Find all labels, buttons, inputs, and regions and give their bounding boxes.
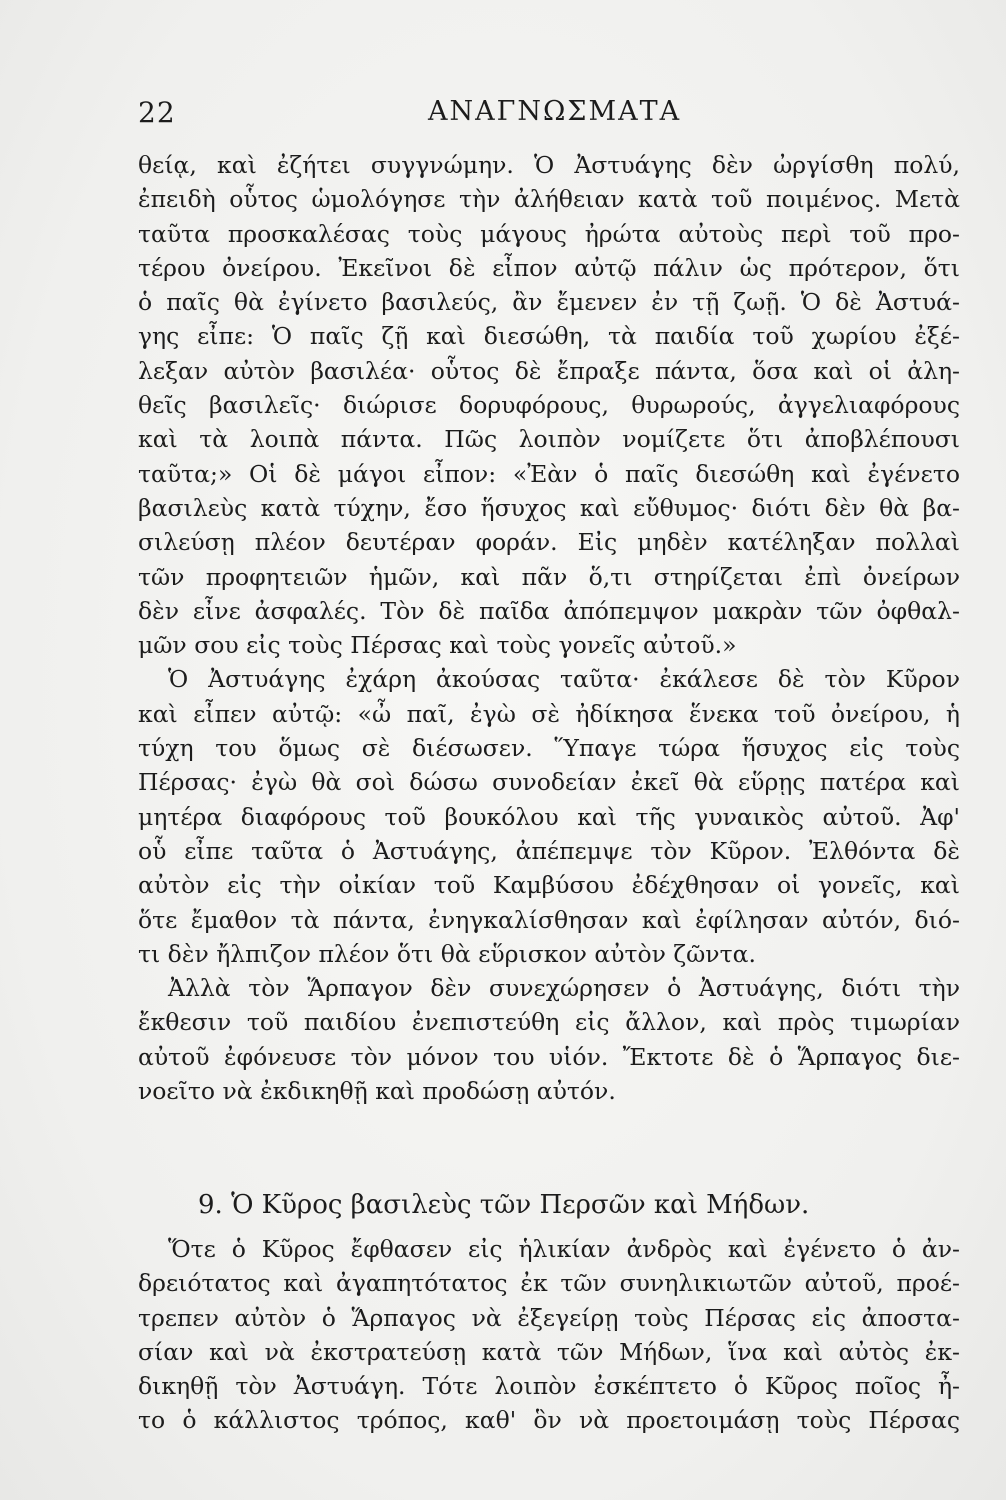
paragraph-1: [138, 148, 960, 662]
text-line: αὐτὸν εἰς τὴν οἰκίαν τοῦ Καμβύσου ἐδέχθησαν οἱ γονεῖς, καὶ: [138, 871, 960, 900]
text-line: ταῦτα;» Οἱ δὲ μάγοι εἶπον: «Ἐὰν ὁ παῖς διεσώθη καὶ ἐγένετο: [138, 459, 960, 488]
text-line: νοεῖτο νὰ ἐκδικηθῇ καὶ προδώσῃ αὐτόν.: [138, 1077, 616, 1106]
running-title: ΑΝΑΓΝΩΣΜΑΤΑ: [428, 96, 682, 127]
text-line: δὲν εἶνε ἀσφαλές. Τὸν δὲ παῖδα ἀπόπεμψον μακρὰν τῶν ὀφθαλ-: [138, 596, 960, 625]
text-line: ἔκθεσιν τοῦ παιδίου ἐνεπιστεύθη εἰς ἄλλον, καὶ πρὸς τιμωρίαν: [138, 1008, 960, 1037]
text-line: τῶν προφητειῶν ἡμῶν, καὶ πᾶν ὅ,τι στηρίζεται ἐπὶ ὀνείρων: [138, 562, 960, 591]
text-line: Ὁ Ἀστυάγης ἐχάρη ἀκούσας ταῦτα· ἐκάλεσε δὲ τὸν Κῦρον: [168, 665, 960, 694]
text-line: οὗ εἶπε ταῦτα ὁ Ἀστυάγης, ἀπέπεμψε τὸν Κῦρον. Ἐλθόντα δὲ: [138, 836, 960, 865]
text-line: θεῖς βασιλεῖς· διώρισε δορυφόρους, θυρωρούς, ἀγγελιαφόρους: [138, 391, 960, 420]
text-line: τι δὲν ἤλπιζον πλέον ὅτι θὰ εὕρισκον αὐτὸν ζῶντα.: [138, 939, 756, 968]
page-number: 22: [138, 96, 176, 129]
text-line: δικηθῇ τὸν Ἀστυάγη. Τότε λοιπὸν ἐσκέπτετο ὁ Κῦρος ποῖος ἦ-: [138, 1372, 960, 1401]
text-line: ταῦτα προσκαλέσας τοὺς μάγους ἠρώτα αὐτοὺς περὶ τοῦ προ-: [138, 219, 960, 248]
text-line: Ἀλλὰ τὸν Ἅρπαγον δὲν συνεχώρησεν ὁ Ἀστυάγης, διότι τὴν: [168, 974, 960, 1003]
text-line: γης εἶπε: Ὁ παῖς ζῇ καὶ διεσώθη, τὰ παιδία τοῦ χωρίου ἐξέ-: [138, 322, 960, 351]
section-heading: 9. Ὁ Κῦρος βασιλεὺς τῶν Περσῶν καὶ Μήδων.: [198, 1190, 810, 1220]
text-line: καὶ εἶπεν αὐτῷ: «ὦ παῖ, ἐγὼ σὲ ἠδίκησα ἕνεκα τοῦ ὀνείρου, ἡ: [138, 699, 960, 728]
paragraph-3: [138, 971, 960, 1108]
text-line: τέρου ὀνείρου. Ἐκεῖνοι δὲ εἶπον αὐτῷ πάλιν ὡς πρότερον, ὅτι: [138, 253, 960, 282]
paragraph-4: [138, 1232, 960, 1438]
text-line: Ὅτε ὁ Κῦρος ἔφθασεν εἰς ἡλικίαν ἀνδρὸς καὶ ἐγένετο ὁ ἀν-: [168, 1235, 960, 1263]
page-header: [138, 96, 958, 136]
text-line: ὅτε ἔμαθον τὰ πάντα, ἐνηγκαλίσθησαν καὶ ἐφίλησαν αὐτόν, διό-: [138, 905, 960, 934]
text-line: Πέρσας· ἐγὼ θὰ σοὶ δώσω συνοδείαν ἐκεῖ θὰ εὕρῃς πατέρα καὶ: [138, 768, 960, 797]
paragraph-2: [138, 662, 960, 971]
text-line: ἐπειδὴ οὗτος ὡμολόγησε τὴν ἀλήθειαν κατὰ τοῦ ποιμένος. Μετὰ: [138, 185, 960, 214]
body-text-section-9: [138, 1232, 960, 1438]
text-line: μητέρα διαφόρους τοῦ βουκόλου καὶ τῆς γυναικὸς αὐτοῦ. Ἀφ': [138, 802, 960, 831]
text-line: μῶν σου εἰς τοὺς Πέρσας καὶ τοὺς γονεῖς αὐτοῦ.»: [138, 631, 737, 660]
text-line: αὐτοῦ ἐφόνευσε τὸν μόνον του υἱόν. Ἔκτοτε δὲ ὁ Ἅρπαγος διε-: [138, 1042, 960, 1071]
text-line: δρειότατος καὶ ἀγαπητότατος ἐκ τῶν συνηλικιωτῶν αὐτοῦ, προέ-: [138, 1269, 960, 1298]
text-line: θείᾳ, καὶ ἐζήτει συγγνώμην. Ὁ Ἀστυάγης δὲν ὠργίσθη πολύ,: [138, 151, 960, 179]
text-line: σιλεύσῃ πλέον δευτέραν φοράν. Εἰς μηδὲν κατέληξαν πολλαὶ: [138, 528, 960, 557]
text-line: σίαν καὶ νὰ ἐκστρατεύσῃ κατὰ τῶν Μήδων, ἵνα καὶ αὐτὸς ἐκ-: [138, 1337, 960, 1366]
text-line: ὁ παῖς θὰ ἐγίνετο βασιλεύς, ἂν ἔμενεν ἐν τῇ ζωῇ. Ὁ δὲ Ἀστυά-: [138, 288, 960, 317]
text-line: λεξαν αὐτὸν βασιλέα· οὗτος δὲ ἔπραξε πάντα, ὅσα καὶ οἱ ἀλη-: [138, 356, 960, 385]
text-line: το ὁ κάλλιστος τρόπος, καθ' ὃν νὰ προετοιμάσῃ τοὺς Πέρσας: [138, 1406, 960, 1435]
text-line: βασιλεὺς κατὰ τύχην, ἔσο ἥσυχος καὶ εὔθυμος· διότι δὲν θὰ βα-: [138, 493, 960, 522]
text-line: τύχη του ὅμως σὲ διέσωσεν. Ὕπαγε τώρα ἥσυχος εἰς τοὺς: [138, 734, 960, 763]
text-line: τρεπεν αὐτὸν ὁ Ἅρπαγος νὰ ἐξεγείρῃ τοὺς Πέρσας εἰς ἀποστα-: [138, 1303, 960, 1332]
text-line: καὶ τὰ λοιπὰ πάντα. Πῶς λοιπὸν νομίζετε ὅτι ἀποβλέπουσι: [138, 425, 960, 454]
body-text: [138, 148, 960, 1108]
